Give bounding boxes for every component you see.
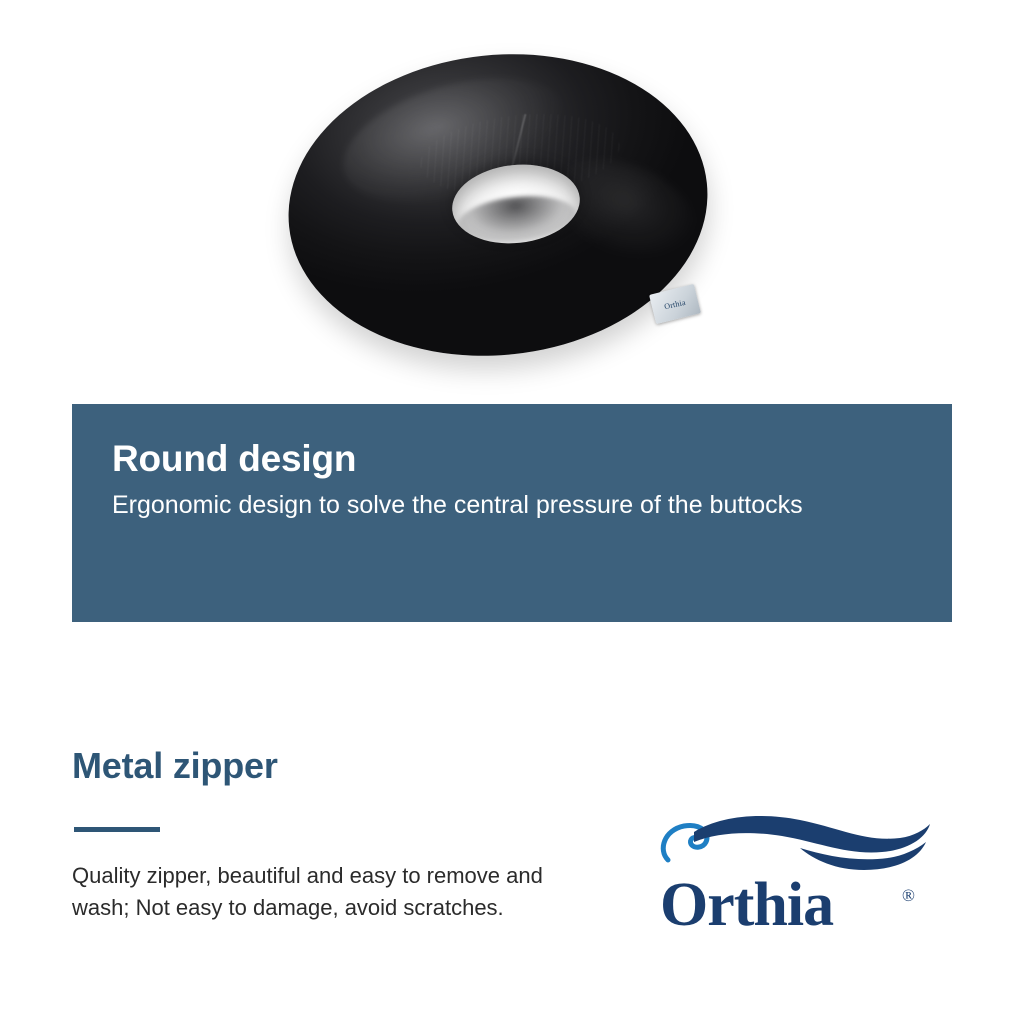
title-underline-rule [74, 827, 160, 832]
brand-tag-label: Orthia [663, 297, 687, 311]
brand-logo [650, 808, 940, 948]
donut-cushion-image [280, 45, 720, 365]
banner-subtitle: Ergonomic design to solve the central pressure of the buttocks [112, 491, 803, 519]
logo-wordmark: Orthia [660, 871, 834, 939]
logo-registered-mark: ® [902, 886, 915, 905]
banner-title: Round design [112, 438, 357, 479]
feature-title: Metal zipper [72, 745, 278, 786]
product-image-section [0, 0, 1024, 400]
feature-body-text: Quality zipper, beautiful and easy to remove and wash; Not easy to damage, avoid scratches. [72, 863, 543, 920]
feature-banner [72, 404, 952, 622]
